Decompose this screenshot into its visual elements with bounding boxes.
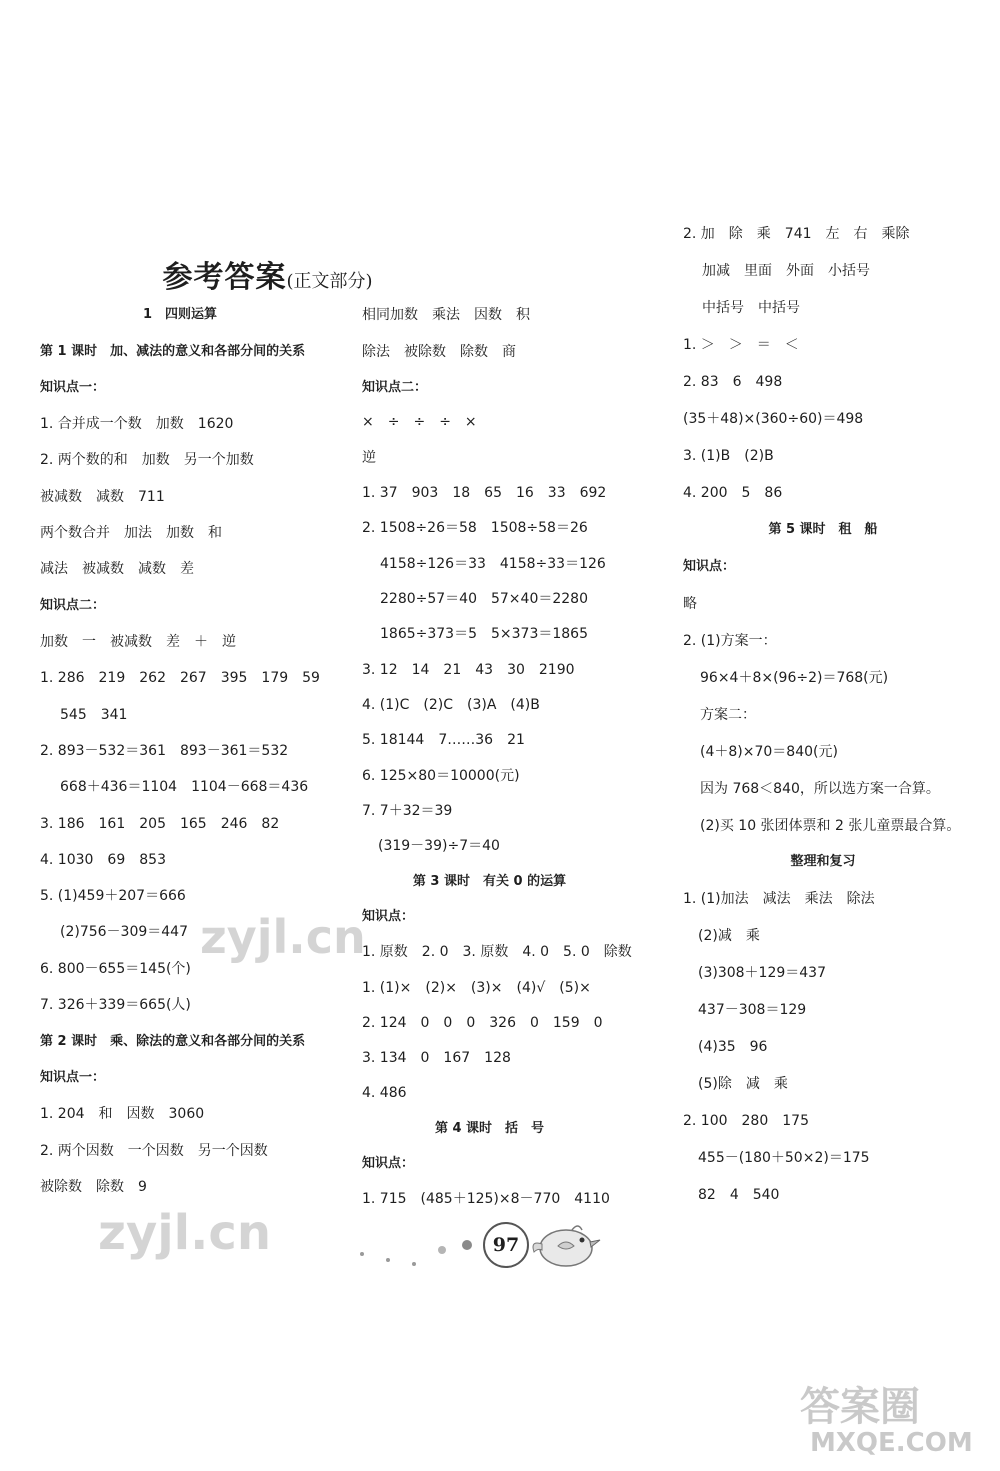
answer-line: 545 341 bbox=[60, 707, 128, 723]
answer-line: 1. 715 (485＋125)×8－770 4110 bbox=[362, 1191, 610, 1207]
lesson-heading: 第 1 课时 加、减法的意义和各部分间的关系 bbox=[40, 344, 306, 359]
watermark-text: zyjl.cn bbox=[200, 910, 366, 964]
answer-line: (2)减 乘 bbox=[698, 928, 760, 944]
answer-line: 1865÷373＝5 5×373＝1865 bbox=[380, 626, 588, 642]
title-sub: (正文部分) bbox=[286, 271, 373, 292]
answer-line: 1. (1)× (2)× (3)× (4)√ (5)× bbox=[362, 980, 591, 996]
answer-line: 1. (1)加法 减法 乘法 除法 bbox=[683, 891, 875, 907]
answer-line: 7. 326＋339＝665(人) bbox=[40, 997, 191, 1013]
knowledge-point-label: 知识点： bbox=[362, 909, 415, 924]
section-heading: 整理和复习 bbox=[790, 854, 856, 869]
knowledge-point-label: 知识点二： bbox=[362, 380, 428, 395]
answer-line: 3. 186 161 205 165 246 82 bbox=[40, 816, 280, 832]
answer-line: 2. 加 除 乘 741 左 右 乘除 bbox=[683, 226, 910, 242]
answer-line: 4. (1)C (2)C (3)A (4)B bbox=[362, 697, 540, 713]
answer-line: 2. 100 280 175 bbox=[683, 1113, 809, 1129]
answer-line: 两个数合并 加法 加数 和 bbox=[40, 525, 222, 541]
answer-line: 4. 200 5 86 bbox=[683, 485, 783, 501]
lesson-heading: 第 2 课时 乘、除法的意义和各部分间的关系 bbox=[40, 1034, 306, 1049]
answer-line: 2. 1508÷26＝58 1508÷58＝26 bbox=[362, 520, 588, 536]
answer-line: 逆 bbox=[362, 450, 376, 466]
answer-line: 3. 134 0 167 128 bbox=[362, 1050, 511, 1066]
answer-line: 455－(180＋50×2)＝175 bbox=[698, 1150, 870, 1166]
title-main: 参考答案 bbox=[162, 260, 287, 295]
knowledge-point-label: 知识点： bbox=[362, 1156, 415, 1171]
answer-line: 方案二： bbox=[700, 707, 756, 723]
answer-line: (4＋8)×70＝840(元) bbox=[700, 744, 838, 760]
answer-line: × ÷ ÷ ÷ × bbox=[362, 414, 477, 430]
answer-line: 4158÷126＝33 4158÷33＝126 bbox=[380, 556, 606, 572]
answer-line: (3)308＋129＝437 bbox=[698, 965, 826, 981]
answer-line: 7. 7＋32＝39 bbox=[362, 803, 453, 819]
answer-line: (319－39)÷7＝40 bbox=[378, 838, 500, 854]
answer-line: 6. 800－655＝145(个) bbox=[40, 961, 191, 977]
answer-line: 2280÷57＝40 57×40＝2280 bbox=[380, 591, 588, 607]
answer-line: 5. 18144 7……36 21 bbox=[362, 732, 525, 748]
answer-line: 除法 被除数 除数 商 bbox=[362, 344, 516, 360]
answer-line: 2. 两个数的和 加数 另一个加数 bbox=[40, 452, 254, 468]
section-heading: 1 四则运算 bbox=[142, 307, 218, 322]
watermark-logo-text: 答案圈 bbox=[800, 1384, 920, 1430]
decor-dot bbox=[462, 1240, 472, 1250]
answer-line: 4. 486 bbox=[362, 1085, 407, 1101]
answer-line: (2)756－309＝447 bbox=[60, 924, 188, 940]
answer-line: 96×4＋8×(96÷2)＝768(元) bbox=[700, 670, 889, 686]
answer-line: 1. 原数 2. 0 3. 原数 4. 0 5. 0 除数 bbox=[362, 944, 632, 960]
decor-dot bbox=[360, 1252, 364, 1256]
watermark-url: MXQE.COM bbox=[810, 1428, 973, 1458]
bird-illustration-icon bbox=[528, 1218, 608, 1270]
answer-line: 3. (1)B (2)B bbox=[683, 448, 774, 464]
answer-line: 被减数 减数 711 bbox=[40, 489, 165, 505]
answer-line: 加减 里面 外面 小括号 bbox=[702, 263, 870, 279]
answer-line: 82 4 540 bbox=[698, 1187, 780, 1203]
knowledge-point-label: 知识点一： bbox=[40, 1070, 106, 1085]
answer-line: 2. 83 6 498 bbox=[683, 374, 783, 390]
answer-line: 6. 125×80＝10000(元) bbox=[362, 768, 520, 784]
answer-line: 1. 37 903 18 65 16 33 692 bbox=[362, 485, 607, 501]
decor-dot bbox=[438, 1246, 446, 1254]
answer-line: 4. 1030 69 853 bbox=[40, 852, 166, 868]
lesson-heading: 第 3 课时 有关 0 的运算 bbox=[412, 874, 567, 889]
knowledge-point-label: 知识点： bbox=[683, 559, 736, 574]
decor-dot bbox=[386, 1258, 390, 1262]
decor-dot bbox=[412, 1262, 416, 1266]
answer-line: 因为 768＜840，所以选方案一合算。 bbox=[700, 781, 940, 797]
answer-line: (4)35 96 bbox=[698, 1039, 768, 1055]
lesson-heading: 第 4 课时 括 号 bbox=[434, 1121, 545, 1136]
answer-line: 668＋436＝1104 1104－668＝436 bbox=[60, 779, 309, 795]
answer-line: 略 bbox=[683, 596, 697, 612]
answer-line: 被除数 除数 9 bbox=[40, 1179, 147, 1195]
knowledge-point-label: 知识点一： bbox=[40, 380, 106, 395]
answer-line: 2. (1)方案一： bbox=[683, 633, 777, 649]
knowledge-point-label: 知识点二： bbox=[40, 598, 106, 613]
answer-line: 中括号 中括号 bbox=[702, 300, 800, 316]
answer-line: 5. (1)459＋207＝666 bbox=[40, 888, 186, 904]
answer-line: 2. 893－532＝361 893－361＝532 bbox=[40, 743, 289, 759]
answer-line: 相同加数 乘法 因数 积 bbox=[362, 307, 530, 323]
answer-line: 1. ＞ ＞ ＝ ＜ bbox=[683, 337, 799, 353]
watermark-text: zyjl.cn bbox=[98, 1205, 271, 1261]
lesson-heading: 第 5 课时 租 船 bbox=[768, 522, 878, 537]
answer-line: 2. 两个因数 一个因数 另一个因数 bbox=[40, 1143, 268, 1159]
answer-line: 1. 286 219 262 267 395 179 59 bbox=[40, 670, 320, 686]
page-title bbox=[40, 252, 495, 296]
answer-line: 3. 12 14 21 43 30 2190 bbox=[362, 662, 575, 678]
answer-line: 1. 204 和 因数 3060 bbox=[40, 1106, 205, 1122]
answer-line: (35＋48)×(360÷60)＝498 bbox=[683, 411, 864, 427]
page-number: 97 bbox=[483, 1222, 529, 1268]
answer-line: 减法 被减数 减数 差 bbox=[40, 561, 194, 577]
answer-line: (2)买 10 张团体票和 2 张儿童票最合算。 bbox=[700, 818, 961, 834]
answer-line: 1. 合并成一个数 加数 1620 bbox=[40, 416, 234, 432]
answer-line: (5)除 减 乘 bbox=[698, 1076, 788, 1092]
answer-line: 加数 一 被减数 差 ＋ 逆 bbox=[40, 634, 236, 650]
answer-line: 437－308＝129 bbox=[698, 1002, 807, 1018]
answer-line: 2. 124 0 0 0 326 0 159 0 bbox=[362, 1015, 603, 1031]
